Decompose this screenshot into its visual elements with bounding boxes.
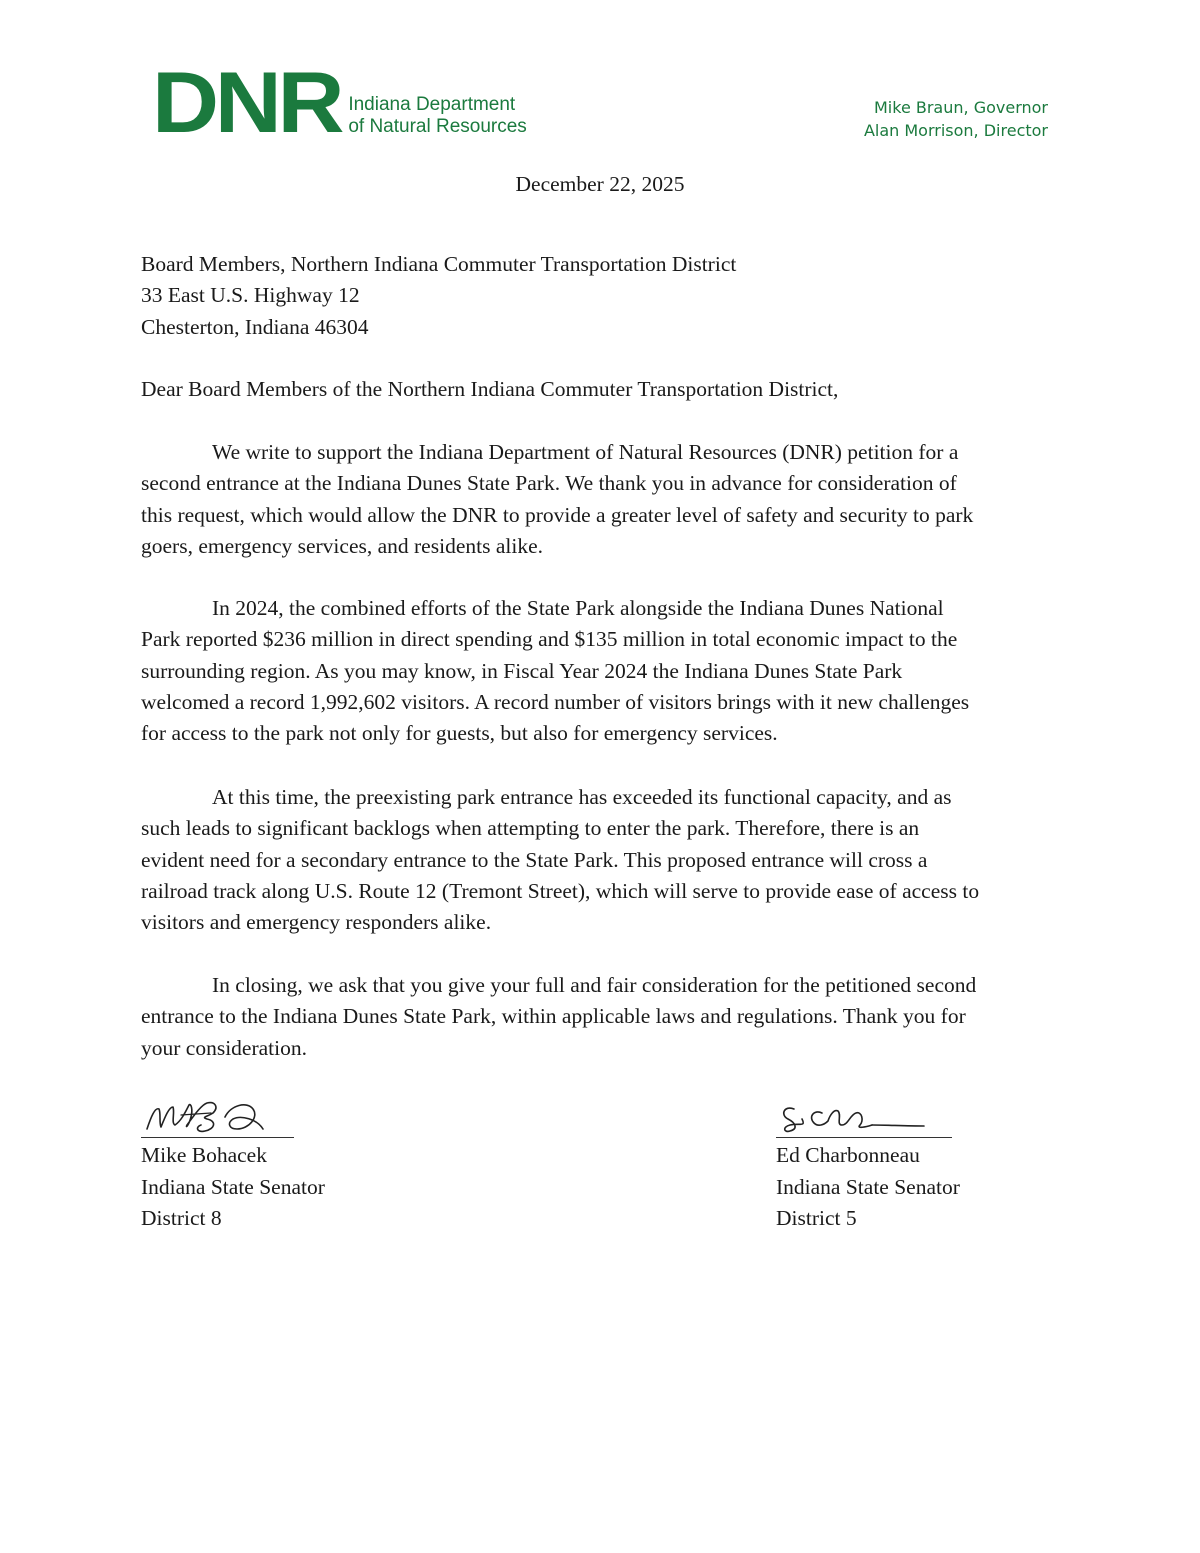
body-paragraph-4 (141, 970, 1071, 1064)
salutation (141, 374, 1071, 405)
dnr-logo (152, 55, 527, 151)
dnr-logo-mark: DNR (152, 55, 341, 151)
paragraph-line: your consideration. (141, 1035, 307, 1060)
signature-underline (141, 1137, 294, 1138)
signatory-name: Ed Charbonneau (776, 1143, 920, 1167)
salutation-text: Dear Board Members of the Northern Indiana Commuter Transportation District, (141, 377, 839, 401)
signatory-district: District 8 (141, 1206, 222, 1231)
paragraph-line: such leads to significant backlogs when attempting to enter the park. Therefore, there is an (141, 816, 920, 841)
recipient-line-2: 33 East U.S. Highway 12 (141, 283, 360, 308)
handwritten-signature-charbonneau (776, 1095, 952, 1137)
recipient-line-3: Chesterton, Indiana 46304 (141, 314, 369, 339)
paragraph-line: this request, which would allow the DNR to provide a greater level of safety and security to park (141, 502, 974, 527)
recipient-address (141, 249, 1071, 343)
signatory-title: Indiana State Senator (141, 1174, 325, 1199)
handwritten-signature-bohacek (141, 1095, 294, 1137)
paragraph-line: We write to support the Indiana Department of Natural Resources (DNR) petition for a (212, 440, 959, 464)
governor-line: Mike Braun, Governor (874, 98, 1048, 117)
paragraph-line: welcomed a record 1,992,602 visitors. A record number of visitors brings with it new challenges (141, 689, 970, 714)
signature-block-bohacek (141, 1095, 325, 1235)
paragraph-line: In 2024, the combined efforts of the State Park alongside the Indiana Dunes National (212, 596, 944, 620)
letter-date: December 22, 2025 (515, 172, 685, 196)
body-paragraph-3 (141, 782, 1071, 938)
paragraph-line: visitors and emergency responders alike. (141, 910, 492, 935)
signatory-title: Indiana State Senator (776, 1174, 960, 1199)
officials-block (864, 96, 1048, 142)
paragraph-line: At this time, the preexisting park entrance has exceeded its functional capacity, and as (212, 785, 952, 809)
body-paragraph-1 (141, 437, 1071, 562)
recipient-line-1: Board Members, Northern Indiana Commuter Transportation District (141, 252, 737, 276)
signature-block-charbonneau (776, 1095, 960, 1235)
org-name-line-2: of Natural Resources (348, 116, 527, 137)
director-line: Alan Morrison, Director (863, 121, 1048, 140)
paragraph-line: railroad track along U.S. Route 12 (Tremont Street), which will serve to provide ease of access to (141, 878, 980, 903)
paragraph-line: entrance to the Indiana Dunes State Park, within applicable laws and regulations. Thank you for (141, 1004, 966, 1029)
body-paragraph-2 (141, 593, 1071, 749)
paragraph-line: second entrance at the Indiana Dunes State Park. We thank you in advance for consideration of (141, 471, 957, 496)
signatory-name: Mike Bohacek (141, 1143, 267, 1167)
signatory-district: District 5 (776, 1206, 857, 1231)
paragraph-line: for access to the park not only for guests, but also for emergency services. (141, 721, 778, 746)
paragraph-line: In closing, we ask that you give your full and fair consideration for the petitioned second (212, 973, 977, 997)
dnr-logo-text (348, 94, 526, 138)
paragraph-line: surrounding region. As you may know, in Fiscal Year 2024 the Indiana Dunes State Park (141, 658, 903, 683)
org-name-line-1: Indiana Department (348, 94, 516, 115)
paragraph-line: Park reported $236 million in direct spending and $135 million in total economic impact to the (141, 627, 958, 652)
paragraph-line: evident need for a secondary entrance to the State Park. This proposed entrance will cross a (141, 847, 928, 872)
signature-underline (776, 1137, 952, 1138)
paragraph-line: goers, emergency services, and residents alike. (141, 533, 543, 558)
